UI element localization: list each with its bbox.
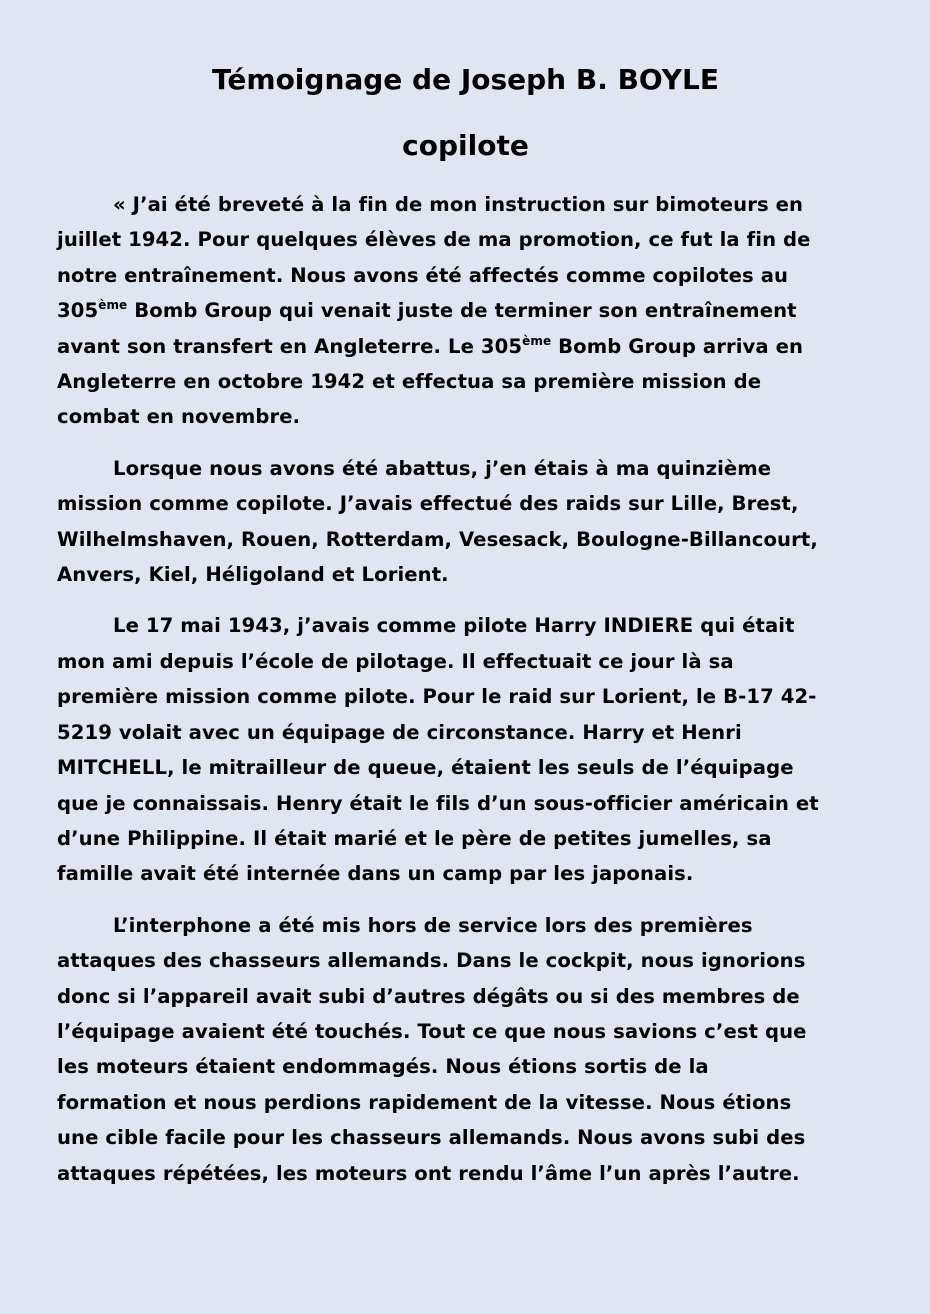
- text-run: Bomb Group arriva en: [551, 334, 804, 358]
- paragraph: [57, 187, 874, 435]
- text-line: famille avait été internée dans un camp par les japonais.: [57, 862, 694, 886]
- text-line: [57, 293, 874, 328]
- text-line: une cible facile pour les chasseurs allemands. Nous avons subi des: [57, 1126, 806, 1150]
- paragraph: [57, 451, 874, 593]
- text-line: attaques répétées, les moteurs ont rendu l’âme l’un après l’autre.: [57, 1161, 800, 1185]
- text-line: que je connaissais. Henry était le fils d’un sous-officier américain et: [57, 791, 819, 815]
- text-run: Bomb Group qui venait juste de terminer son entraînement: [127, 299, 797, 323]
- paragraph: [57, 908, 874, 1191]
- ordinal-superscript: ème: [522, 333, 552, 348]
- text-line: juillet 1942. Pour quelques élèves de ma promotion, ce fut la fin de: [57, 228, 811, 252]
- text-line: formation et nous perdions rapidement de la vitesse. Nous étions: [57, 1090, 792, 1114]
- document-subtitle: copilote: [402, 129, 529, 162]
- text-run: 305: [57, 299, 99, 323]
- text-line: Wilhelmshaven, Rouen, Rotterdam, Vesesack, Boulogne-Billancourt,: [57, 527, 818, 551]
- ordinal-superscript: ème: [98, 298, 128, 313]
- text-line: Le 17 mai 1943, j’avais comme pilote Harry INDIERE qui était: [113, 614, 795, 638]
- text-line: mon ami depuis l’école de pilotage. Il effectuait ce jour là sa: [57, 649, 734, 673]
- text-line: Angleterre en octobre 1942 et effectua sa première mission de: [57, 370, 762, 394]
- text-line: d’une Philippine. Il était marié et le père de petites jumelles, sa: [57, 826, 772, 850]
- text-line: L’interphone a été mis hors de service lors des premières: [113, 913, 753, 937]
- text-run: avant son transfert en Angleterre. Le 305: [57, 334, 523, 358]
- text-line: les moteurs étaient endommagés. Nous étions sortis de la: [57, 1055, 709, 1079]
- text-line: MITCHELL, le mitrailleur de queue, étaient les seuls de l’équipage: [57, 756, 794, 780]
- text-line: Anvers, Kiel, Héligoland et Lorient.: [57, 563, 449, 587]
- text-line: mission comme copilote. J’avais effectué des raids sur Lille, Brest,: [57, 492, 799, 516]
- text-line: 5219 volait avec un équipage de circonstance. Harry et Henri: [57, 720, 742, 744]
- paragraph: [57, 608, 874, 891]
- text-line: donc si l’appareil avait subi d’autres dégâts ou si des membres de: [57, 984, 800, 1008]
- text-line: première mission comme pilote. Pour le raid sur Lorient, le B-17 42-: [57, 685, 817, 709]
- text-line: notre entraînement. Nous avons été affectés comme copilotes au: [57, 263, 789, 287]
- text-line: attaques des chasseurs allemands. Dans le cockpit, nous ignorions: [57, 949, 806, 973]
- document-title: Témoignage de Joseph B. BOYLE: [212, 63, 719, 96]
- text-line: « J’ai été breveté à la fin de mon instruction sur bimoteurs en: [113, 193, 804, 216]
- text-line: combat en novembre.: [57, 405, 301, 429]
- text-line: [57, 329, 874, 364]
- text-line: l’équipage avaient été touchés. Tout ce que nous savions c’est que: [57, 1019, 807, 1043]
- text-line: Lorsque nous avons été abattus, j’en étais à ma quinzième: [113, 456, 772, 480]
